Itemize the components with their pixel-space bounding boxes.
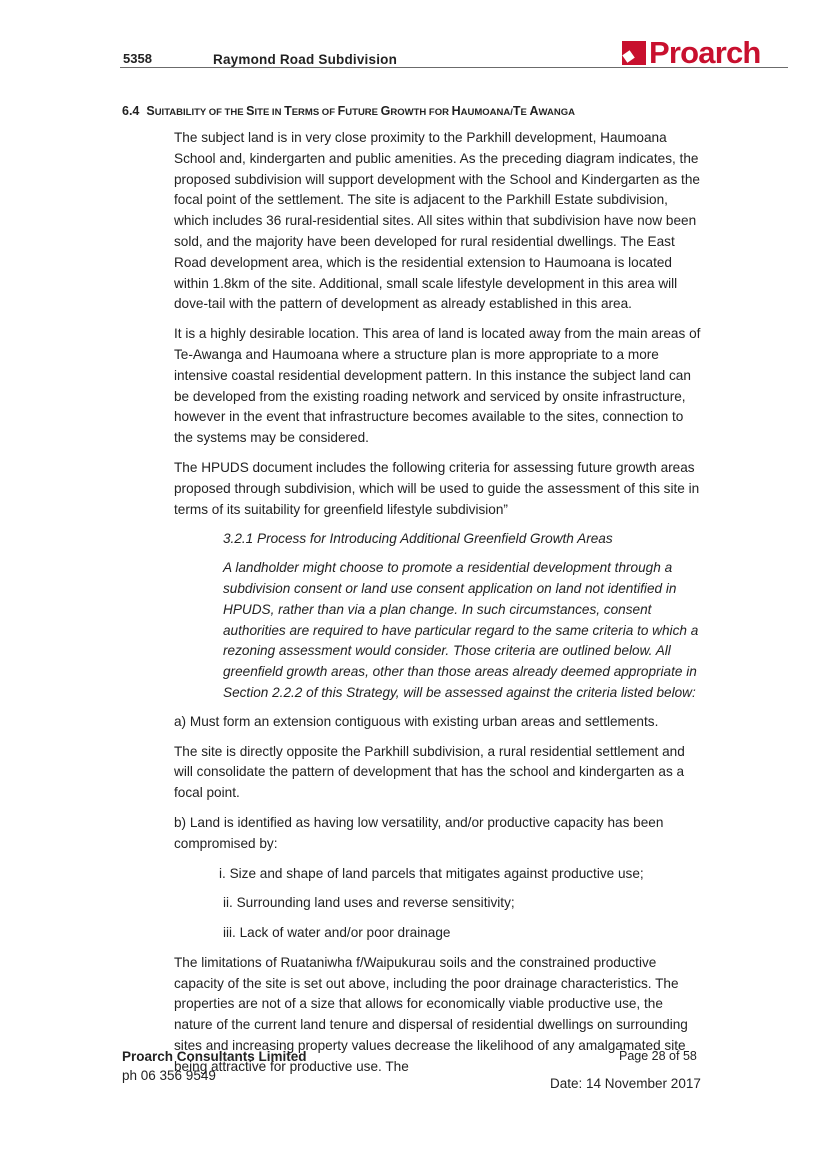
criterion-b: b) Land is identified as having low versatility, and/or productive capacity has been compromised by: <box>174 814 664 851</box>
section-title: SUITABILITY OF THE SITE IN TERMS OF FUTURE GROWTH FOR HAUMOANA/TE AWANGA <box>146 104 575 118</box>
quote-heading: 3.2.1 Process for Introducing Additional Greenfield Growth Areas <box>223 531 613 547</box>
document-title: Raymond Road Subdivision <box>213 52 398 67</box>
paragraph-proximity: The subject land is in very close proximity to the Parkhill development, Haumoana School and, kindergarten and public amenities. As the preceding diagram indicates, the proposed subdivision will support development with the School and Kindergarten as the focal point of the settlement. The site is adjacent to the Parkhill Estate subdivision, which includes 36 rural-residential sites. All sites within that subdivision have now been sold, and the majority have been developed for rural residential dwellings. The East Road development area, which is the residential extension to Haumoana is located within 1.8km of the site. Additional, small scale lifestyle development in this area will dove-tail with the pattern of development as already established in this area. <box>174 130 700 312</box>
list-item: i. Size and shape of land parcels that mitigates against productive use; <box>219 865 644 881</box>
quote-text: A landholder might choose to promote a residential development through a subdivision consent or land use consent application on land not identified in HPUDS, rather than via a plan change. In such circumstances, consent authorities are required to have particular regard to the same criteria to which a rezoning assessment would consider. Those criteria are outlined below. All greenfield growth areas, other than those areas already deemed appropriate in Section 2.2.2 of this Strategy, will be assessed against the criteria listed below: <box>223 560 699 700</box>
paragraph-parkhill: The site is directly opposite the Parkhill subdivision, a rural residential settlement and will consolidate the pattern of development that has the school and kindergarten as a focal point. <box>174 743 685 801</box>
criterion-a: a) Must form an extension contiguous with existing urban areas and settlements. <box>174 713 659 729</box>
paragraph-soils: The limitations of Ruataniwha f/Waipukurau soils and the constrained productive capacity of the site is set out above, including the poor drainage characteristics. The properties are not of a size that allows for economically viable productive use, the nature of the current land tenure and dispersal of residential dwellings on surrounding sites and increasing property values decrease the likelihood of any amalgamated site being attractive for productive use. The <box>174 954 688 1074</box>
section-heading <box>122 104 575 118</box>
hpuds-quote <box>223 529 704 703</box>
list-item: iii. Lack of water and/or poor drainage <box>223 925 451 941</box>
paragraph-location: It is a highly desirable location. This area of land is located away from the main areas of Te-Awanga and Haumoana where a structure plan is more appropriate to a more intensive coastal residential development pattern. In this instance the subject land can be developed from the existing roading network and serviced by onsite infrastructure, however in the event that infrastructure becomes available to the sites, connection to the systems may be considered. <box>174 326 701 446</box>
page-number: Page 28 of 58 <box>619 1049 697 1063</box>
logo-text: Proarch <box>649 35 761 70</box>
list-item: ii. Surrounding land uses and reverse sensitivity; <box>223 895 515 911</box>
proarch-logo <box>622 35 761 70</box>
body-content <box>174 128 704 1087</box>
footer-company: Proarch Consultants Limited <box>122 1049 307 1064</box>
paragraph-hpuds: The HPUDS document includes the following criteria for assessing future growth areas proposed through subdivision, which will be used to guide the assessment of this site in terms of its suitability for greenfield lifestyle subdivision” <box>174 459 700 517</box>
footer-phone: ph 06 356 9549 <box>122 1068 216 1083</box>
proarch-logo-icon <box>622 41 646 65</box>
document-number: 5358 <box>123 51 152 66</box>
criteria-list <box>219 864 704 944</box>
footer-date: Date: 14 November 2017 <box>550 1076 701 1091</box>
section-number: 6.4 <box>122 104 140 118</box>
